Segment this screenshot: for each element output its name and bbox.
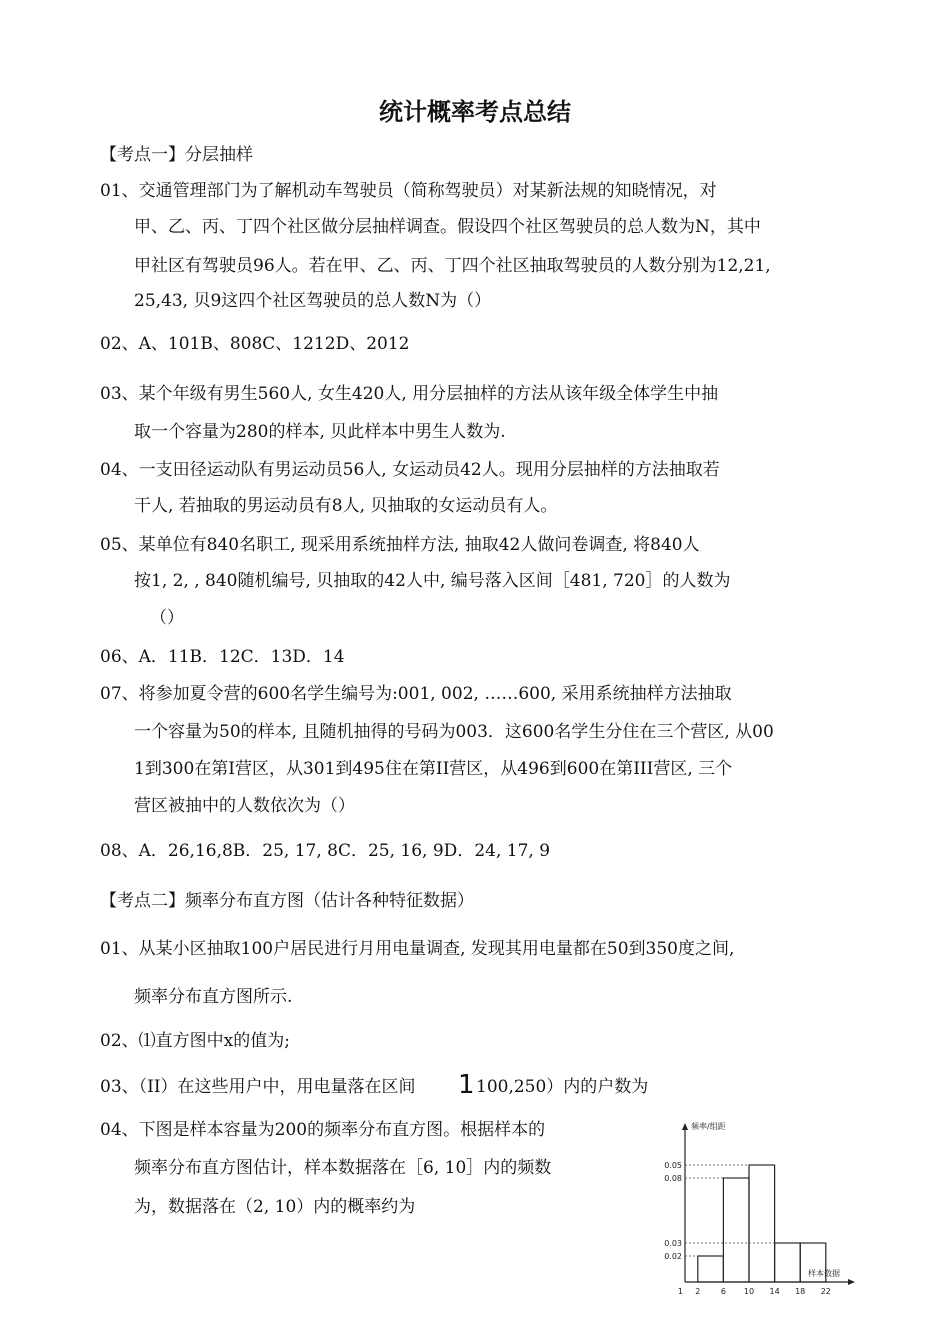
x-origin-label: 1	[677, 1287, 683, 1296]
y-axis-arrow	[682, 1123, 688, 1130]
question-line: 为，数据落在（2, 10）内的概率约为	[134, 1197, 416, 1217]
question-line: 一个容量为50的样本, 且随机抽得的号码为003．这600名学生分住在三个营区, 从00	[134, 722, 774, 742]
question-line: 100,250）内的户数为	[476, 1077, 649, 1097]
question-line: 04、一支田径运动队有男运动员56人, 女运动员42人。现用分层抽样的方法抽取若	[100, 460, 720, 480]
x-tick-label: 10	[743, 1287, 755, 1296]
question-line: 按1, 2, , 840随机编号, 贝抽取的42人中, 编号落入区间［481, 720］的人数为	[134, 571, 731, 591]
x-tick-label: 2	[695, 1287, 701, 1296]
question-line: 01、从某小区抽取100户居民进行月用电量调查, 发现其用电量都在50到350度之间,	[100, 939, 735, 959]
question-line: 频率分布直方图估计，样本数据落在［6, 10］内的频数	[134, 1158, 552, 1178]
y-tick-label: 0.05	[664, 1161, 682, 1170]
question-line: 频率分布直方图所示.	[134, 987, 293, 1007]
frequency-histogram	[650, 1115, 860, 1310]
question-line: 营区被抽中的人数依次为（）	[134, 796, 355, 816]
section-heading-2: 【考点二】频率分布直方图（估计各种特征数据）	[100, 891, 474, 911]
question-line: 甲社区有驾驶员96人。若在甲、乙、丙、丁四个社区抽取驾驶员的人数分别为12,21,	[134, 256, 771, 276]
y-axis-label: 频率/组距	[691, 1122, 726, 1131]
question-line: 1到300在第Ⅰ营区，从301到495住在第II营区，从496到600在第III营区, 三个	[134, 759, 733, 779]
y-tick-label: 0.03	[664, 1239, 682, 1248]
question-line: 02、A、101B、808C、1212D、2012	[100, 334, 410, 354]
histogram-bar	[698, 1256, 724, 1282]
page-title: 统计概率考点总结	[379, 98, 571, 126]
question-line: 03、某个年级有男生560人, 女生420人, 用分层抽样的方法从该年级全体学生中抽	[100, 384, 719, 404]
question-line: 05、某单位有840名职工, 现采用系统抽样方法, 抽取42人做问卷调查, 将840人	[100, 535, 700, 555]
question-line: （）	[150, 608, 184, 628]
x-tick-label: 6	[720, 1287, 726, 1296]
question-line: 01、交通管理部门为了解机动车驾驶员（简称驾驶员）对某新法规的知晓情况，对	[100, 181, 717, 201]
x-tick-label: 18	[795, 1287, 806, 1296]
x-tick-label: 22	[820, 1287, 831, 1296]
x-tick-label: 14	[769, 1287, 780, 1296]
question-line: 干人, 若抽取的男运动员有8人, 贝抽取的女运动员有人。	[134, 496, 558, 516]
x-axis-arrow	[848, 1279, 855, 1285]
histogram-bar	[749, 1165, 775, 1282]
histogram-bar	[775, 1243, 801, 1282]
y-tick-label: 0.02	[664, 1252, 682, 1261]
question-line: 08、A．26,16,8B．25, 17, 8C．25, 16, 9D．24, 17, 9	[100, 841, 551, 861]
question-line: 25,43, 贝9这四个社区驾驶员的总人数N为（）	[134, 291, 492, 311]
question-line: 02、⑴直方图中x的值为;	[100, 1031, 290, 1051]
x-axis-label: 样本数据	[808, 1269, 840, 1278]
question-line: 03、（II）在这些用户中，用电量落在区间	[100, 1077, 416, 1097]
question-line: 甲、乙、丙、丁四个社区做分层抽样调查。假设四个社区驾驶员的总人数为N，其中	[134, 217, 761, 237]
interval-bracket-glyph: 1	[458, 1070, 475, 1100]
question-line: 06、A．11B．12C．13D．14	[100, 647, 345, 667]
section-heading-1: 【考点一】分层抽样	[100, 145, 253, 165]
histogram-bar	[723, 1178, 749, 1282]
y-tick-label: 0.08	[664, 1174, 682, 1183]
question-line: 07、将参加夏令营的600名学生编号为:001, 002, ……600, 采用系统抽样方法抽取	[100, 684, 732, 704]
question-line: 取一个容量为280的样本, 贝此样本中男生人数为.	[134, 422, 506, 442]
question-line: 04、下图是样本容量为200的频率分布直方图。根据样本的	[100, 1120, 546, 1140]
